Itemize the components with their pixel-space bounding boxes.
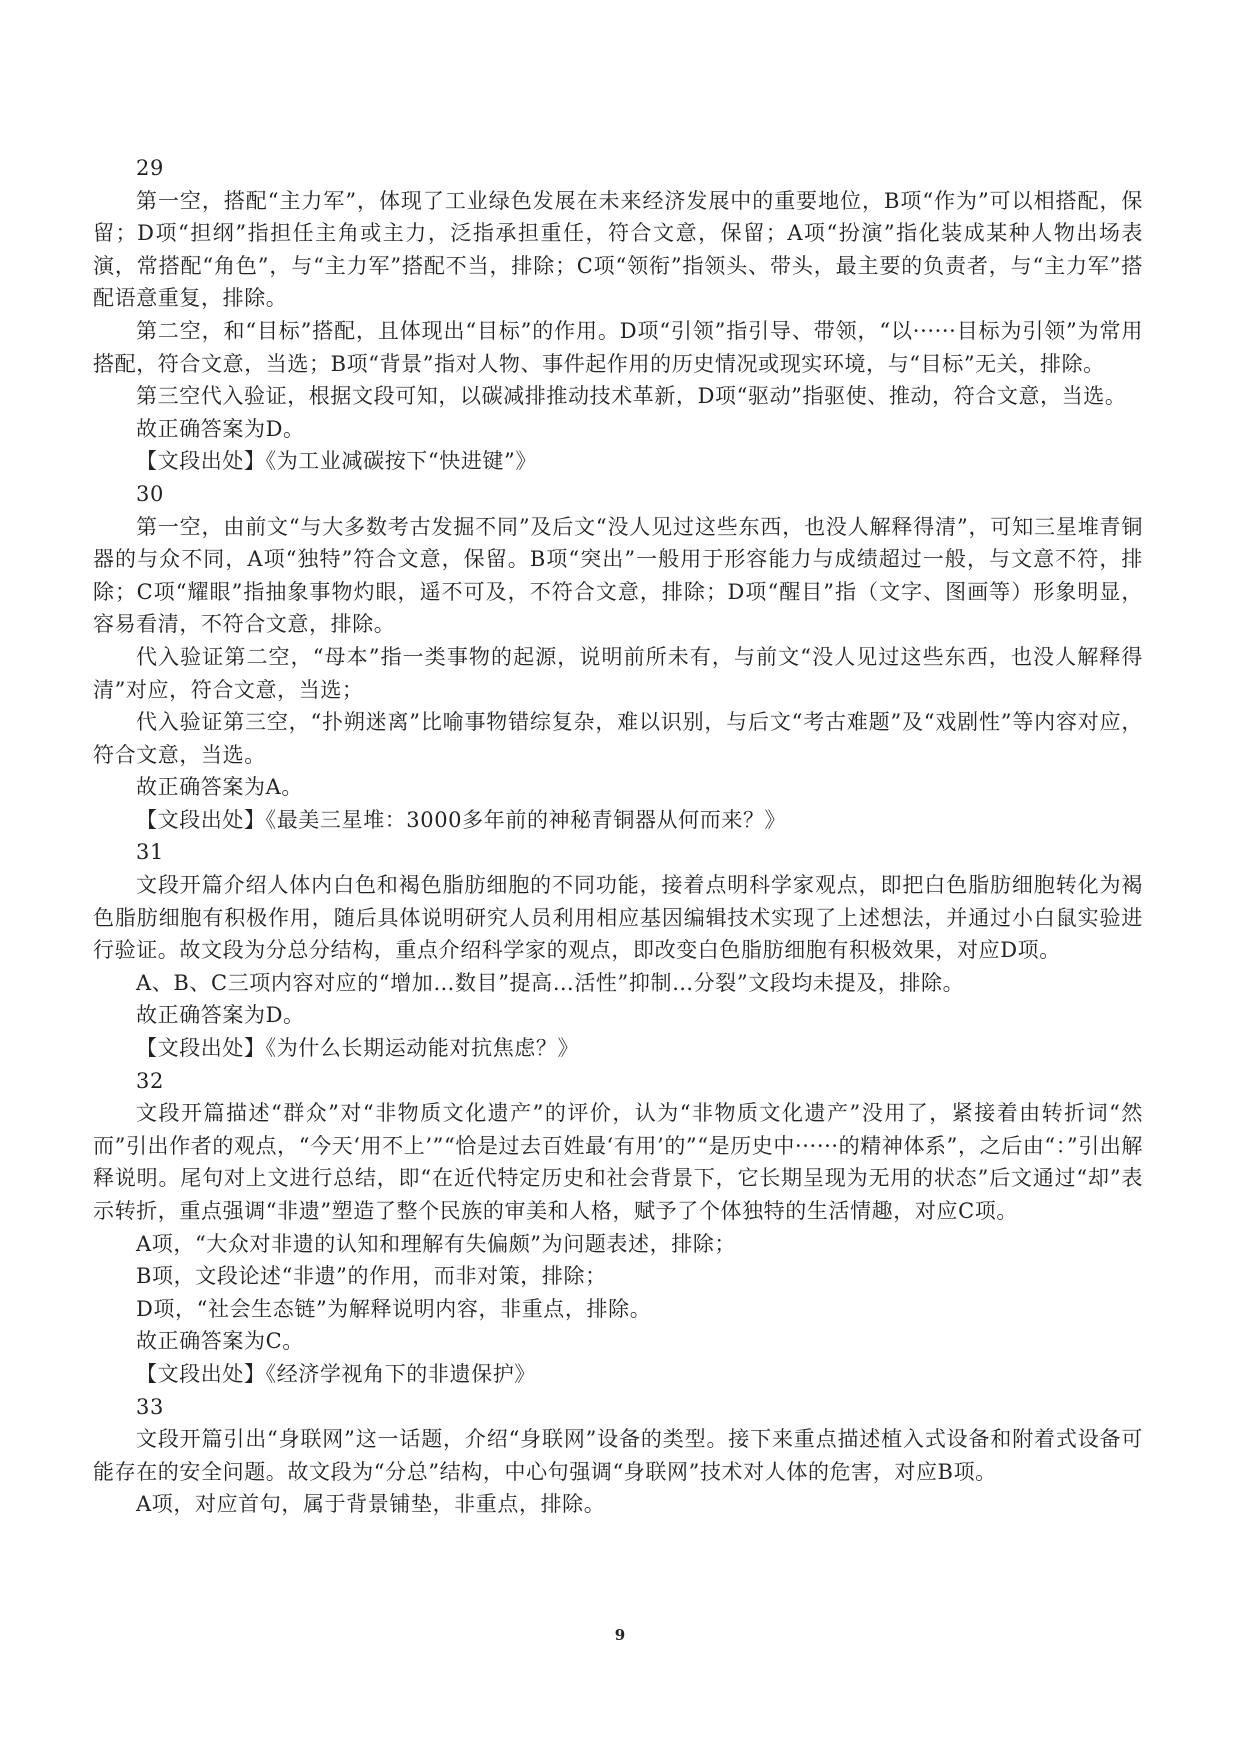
- paragraph: 文段开篇引出“身联网”这一话题，介绍“身联网”设备的类型。接下来重点描述植入式设备和附着式设备可能存在的安全问题。故文段为“分总”结构，中心句强调“身联网”技术对人体的危害，对应B项。: [93, 1427, 1143, 1484]
- paragraph: D项，“社会生态链”为解释说明内容，非重点，排除。: [136, 1296, 652, 1321]
- paragraph: 故正确答案为D。: [136, 416, 305, 441]
- paragraph: 文段开篇介绍人体内白色和褐色脂肪细胞的不同功能，接着点明科学家观点，即把白色脂肪细胞转化为褐色脂肪细胞有积极作用，随后具体说明研究人员利用相应基因编辑技术实现了上述想法，并通过小白鼠实验进行验证。故文段为分总分结构，重点介绍科学家的观点，即改变白色脂肪细胞有积极效果，对应D项。: [93, 873, 1143, 963]
- question-number: 29: [136, 156, 164, 180]
- paragraph: 第二空，和“目标”搭配，且体现出“目标”的作用。D项“引领”指引导、带领，“以······目标为引领”为常用搭配，符合文意，当选；B项“背景”指对人物、事件起作用的历史情况或现实环境，与“目标”无关，排除。: [93, 318, 1143, 376]
- paragraph: 第一空，由前文“与大多数考古发掘不同”及后文“没人见过这些东西，也没人解释得清”，可知三星堆青铜器的与众不同，A项“独特”符合文意，保留。B项“突出”一般用于形容能力与成绩超过一般，与文意不符，排除；C项“耀眼”指抽象事物灼眼，遥不可及，不符合文意，排除；D项“醒目”指（文字、图画等）形象明显，容易看清，不符合文意，排除。: [93, 514, 1143, 637]
- paragraph: 第一空，搭配“主力军”，体现了工业绿色发展在未来经济发展中的重要地位，B项“作为”可以相搭配，保留；D项“担纲”指担任主角或主力，泛指承担重任，符合文意，保留；A项“扮演”指化装成某种人物出场表演，常搭配“角色”，与“主力军”搭配不当，排除；C项“领衔”指领头、带头，最主要的负责者，与“主力军”搭配语意重复，排除。: [93, 188, 1143, 311]
- question-number: 33: [136, 1394, 164, 1419]
- paragraph: 【文段出处】《最美三星堆：3000多年前的神秘青铜器从何而来？》: [136, 807, 787, 832]
- paragraph: 故正确答案为D。: [136, 1003, 305, 1028]
- paragraph: A项，对应首句，属于背景铺垫，非重点，排除。: [136, 1492, 606, 1517]
- paragraph: 【文段出处】《为工业减碳按下“快进键”》: [136, 449, 537, 474]
- paragraph: 代入验证第三空，“扑朔迷离”比喻事物错综复杂，难以识别，与后文“考古难题”及“戏剧性”等内容对应，符合文意，当选。: [93, 710, 1143, 767]
- paragraph: 【文段出处】《经济学视角下的非遗保护》: [136, 1361, 536, 1386]
- paragraph: A、B、C三项内容对应的“增加…数目”提高…活性”抑制…分裂”文段均未提及，排除。: [136, 970, 965, 995]
- paragraph: B项，文段论述“非遗”的作用，而非对策，排除；: [136, 1264, 607, 1289]
- paragraph: 故正确答案为A。: [136, 775, 303, 800]
- paragraph: 代入验证第二空，“母本”指一类事物的起源，说明前所未有，与前文“没人见过这些东西，也没人解释得清”对应，符合文意，当选；: [93, 644, 1143, 702]
- question-number: 32: [136, 1068, 164, 1093]
- page-number: 9: [614, 1626, 626, 1644]
- question-number: 30: [136, 481, 164, 506]
- paragraph: A项，“大众对非遗的认知和理解有失偏颇”为问题表述，排除；: [136, 1231, 737, 1256]
- paragraph: 故正确答案为C。: [136, 1329, 304, 1354]
- paragraph: 第三空代入验证，根据文段可知，以碳减排推动技术革新，D项“驱动”指驱使、推动，符合文意，当选。: [136, 384, 1127, 409]
- paragraph: 【文段出处】《为什么长期运动能对抗焦虑？》: [136, 1036, 580, 1061]
- document-body: [93, 152, 1143, 1521]
- paragraph: 文段开篇描述“群众”对“非物质文化遗产”的评价，认为“非物质文化遗产”没用了，紧接着由转折词“然而”引出作者的观点，“今天‘用不上’”“恰是过去百姓最‘有用’的”“是历史中······的精神体系”，之后由“：”引出解释说明。尾句对上文进行总结，即“在近代特定历史和社会背景下，它长期呈现为无用的状态”后文通过“却”表示转折，重点强调“非遗”塑造了整个民族的审美和人格，赋予了个体独特的生活情趣，对应C项。: [93, 1101, 1143, 1223]
- question-number: 31: [136, 840, 164, 865]
